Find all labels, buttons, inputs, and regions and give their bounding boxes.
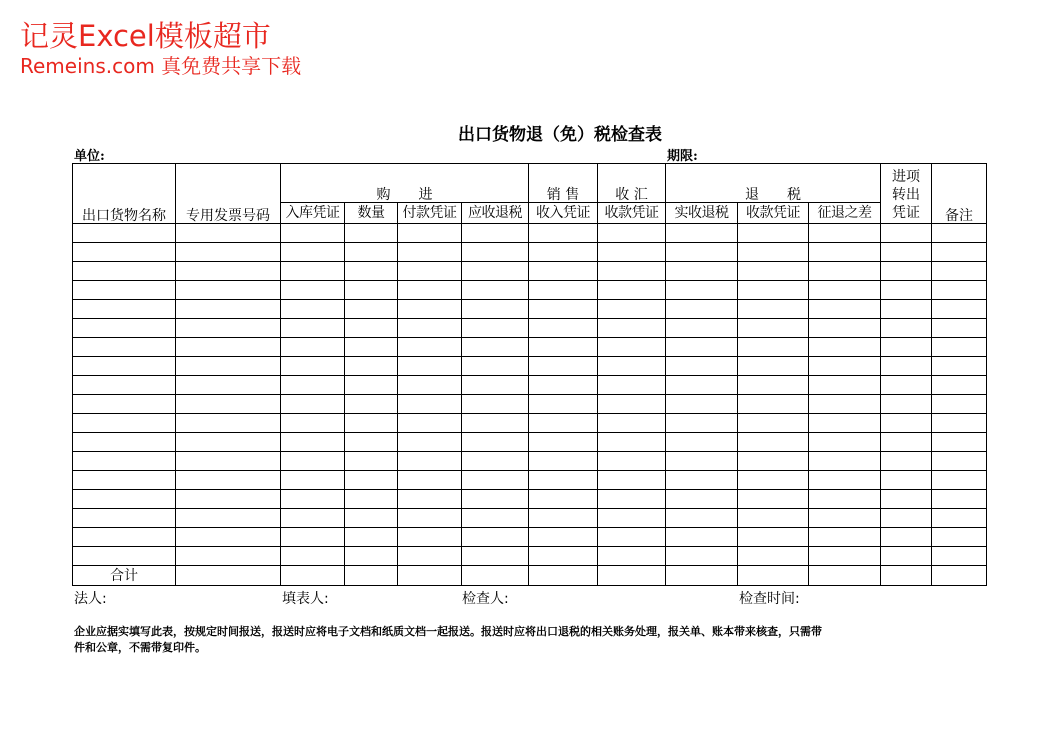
- table-cell[interactable]: [73, 243, 176, 262]
- table-cell[interactable]: [598, 338, 666, 357]
- table-cell[interactable]: [462, 471, 529, 490]
- header-income-voucher: 收入凭证: [529, 203, 598, 224]
- table-cell[interactable]: [281, 319, 345, 338]
- table-cell[interactable]: [176, 509, 281, 528]
- table-cell[interactable]: [529, 376, 598, 395]
- table-cell[interactable]: [281, 243, 345, 262]
- table-cell[interactable]: [881, 471, 932, 490]
- table-row: [73, 338, 987, 357]
- table-cell[interactable]: [598, 414, 666, 433]
- total-cell[interactable]: [281, 566, 345, 586]
- table-cell[interactable]: [529, 243, 598, 262]
- table-cell[interactable]: [738, 357, 809, 376]
- table-row: [73, 547, 987, 566]
- table-cell[interactable]: [345, 452, 398, 471]
- table-cell[interactable]: [881, 452, 932, 471]
- table-cell[interactable]: [738, 319, 809, 338]
- header-group-sales: 销 售: [529, 164, 598, 203]
- table-cell[interactable]: [932, 281, 987, 300]
- table-cell[interactable]: [529, 224, 598, 243]
- table-cell[interactable]: [738, 281, 809, 300]
- table-cell[interactable]: [932, 490, 987, 509]
- table-cell[interactable]: [809, 338, 881, 357]
- table-cell[interactable]: [666, 300, 738, 319]
- table-cell[interactable]: [73, 357, 176, 376]
- table-cell[interactable]: [598, 509, 666, 528]
- inspector-label: 检查人:: [462, 591, 509, 607]
- table-cell[interactable]: [73, 490, 176, 509]
- table-cell[interactable]: [881, 528, 932, 547]
- table-cell[interactable]: [73, 281, 176, 300]
- table-cell[interactable]: [398, 547, 462, 566]
- table-cell[interactable]: [666, 547, 738, 566]
- table-cell[interactable]: [345, 471, 398, 490]
- table-cell[interactable]: [529, 509, 598, 528]
- table-cell[interactable]: [932, 357, 987, 376]
- instruction-note-line2: 件和公章，不需带复印件。: [74, 641, 206, 654]
- header-group-forex: 收 汇: [598, 164, 666, 203]
- table-cell[interactable]: [881, 243, 932, 262]
- table-cell[interactable]: [529, 319, 598, 338]
- table-cell[interactable]: [398, 433, 462, 452]
- table-cell[interactable]: [598, 528, 666, 547]
- table-cell[interactable]: [462, 433, 529, 452]
- table-cell[interactable]: [345, 433, 398, 452]
- table-cell[interactable]: [666, 376, 738, 395]
- table-cell[interactable]: [809, 414, 881, 433]
- table-cell[interactable]: [809, 528, 881, 547]
- table-cell[interactable]: [462, 490, 529, 509]
- table-cell[interactable]: [398, 300, 462, 319]
- table-cell[interactable]: [666, 338, 738, 357]
- table-cell[interactable]: [881, 224, 932, 243]
- table-cell[interactable]: [281, 471, 345, 490]
- table-cell[interactable]: [345, 357, 398, 376]
- table-cell[interactable]: [809, 395, 881, 414]
- table-cell[interactable]: [73, 338, 176, 357]
- table-cell[interactable]: [881, 433, 932, 452]
- table-cell[interactable]: [529, 395, 598, 414]
- table-cell[interactable]: [529, 357, 598, 376]
- table-cell[interactable]: [666, 243, 738, 262]
- table-cell[interactable]: [462, 376, 529, 395]
- table-row: [73, 395, 987, 414]
- table-cell[interactable]: [598, 433, 666, 452]
- header-group-refund: 退 税: [666, 164, 881, 203]
- table-cell[interactable]: [73, 433, 176, 452]
- table-cell[interactable]: [281, 262, 345, 281]
- table-cell[interactable]: [398, 319, 462, 338]
- unit-label: 单位:: [74, 149, 105, 164]
- table-cell[interactable]: [281, 528, 345, 547]
- table-cell[interactable]: [738, 414, 809, 433]
- table-cell[interactable]: [176, 338, 281, 357]
- table-cell[interactable]: [73, 319, 176, 338]
- header-remarks: 备注: [932, 164, 987, 224]
- table-cell[interactable]: [738, 300, 809, 319]
- header-receipt-voucher: 收款凭证: [598, 203, 666, 224]
- table-cell[interactable]: [666, 509, 738, 528]
- table-cell[interactable]: [881, 547, 932, 566]
- total-cell[interactable]: [462, 566, 529, 586]
- table-cell[interactable]: [881, 262, 932, 281]
- table-cell[interactable]: [809, 319, 881, 338]
- table-cell[interactable]: [529, 433, 598, 452]
- table-cell[interactable]: [932, 471, 987, 490]
- table-cell[interactable]: [281, 357, 345, 376]
- table-cell[interactable]: [738, 376, 809, 395]
- table-cell[interactable]: [462, 224, 529, 243]
- table-cell[interactable]: [881, 509, 932, 528]
- table-cell[interactable]: [809, 471, 881, 490]
- table-cell[interactable]: [462, 281, 529, 300]
- table-cell[interactable]: [881, 357, 932, 376]
- table-cell[interactable]: [345, 490, 398, 509]
- table-cell[interactable]: [666, 395, 738, 414]
- table-cell[interactable]: [176, 395, 281, 414]
- table-cell[interactable]: [176, 471, 281, 490]
- header-receivable-refund: 应收退税: [462, 203, 529, 224]
- table-cell[interactable]: [281, 224, 345, 243]
- header-refund-receipt-voucher: 收款凭证: [738, 203, 809, 224]
- table-cell[interactable]: [932, 509, 987, 528]
- table-cell[interactable]: [176, 224, 281, 243]
- watermark-title: 记灵Excel模板超市: [20, 19, 271, 53]
- table-cell[interactable]: [738, 243, 809, 262]
- table-cell[interactable]: [738, 452, 809, 471]
- table-cell[interactable]: [462, 509, 529, 528]
- table-cell[interactable]: [73, 547, 176, 566]
- table-cell[interactable]: [809, 509, 881, 528]
- table-cell[interactable]: [598, 224, 666, 243]
- table-cell[interactable]: [462, 300, 529, 319]
- table-cell[interactable]: [529, 547, 598, 566]
- total-label: 合计: [73, 566, 176, 586]
- legal-person-label: 法人:: [74, 591, 107, 607]
- table-cell[interactable]: [809, 243, 881, 262]
- table-cell[interactable]: [666, 452, 738, 471]
- table-cell[interactable]: [345, 395, 398, 414]
- table-cell[interactable]: [666, 433, 738, 452]
- total-cell[interactable]: [529, 566, 598, 586]
- table-cell[interactable]: [73, 414, 176, 433]
- table-cell[interactable]: [345, 509, 398, 528]
- table-cell[interactable]: [529, 414, 598, 433]
- table-cell[interactable]: [529, 528, 598, 547]
- table-cell[interactable]: [462, 528, 529, 547]
- table-cell[interactable]: [598, 281, 666, 300]
- table-cell[interactable]: [176, 300, 281, 319]
- table-cell[interactable]: [73, 224, 176, 243]
- table-cell[interactable]: [881, 414, 932, 433]
- table-row: [73, 376, 987, 395]
- watermark-subtitle: Remeins.com 真免费共享下载: [20, 54, 302, 78]
- header-product-name: 出口货物名称: [73, 164, 176, 224]
- table-cell[interactable]: [738, 338, 809, 357]
- table-cell[interactable]: [462, 547, 529, 566]
- table-cell[interactable]: [666, 357, 738, 376]
- table-cell[interactable]: [345, 414, 398, 433]
- table-cell[interactable]: [809, 262, 881, 281]
- table-cell[interactable]: [529, 452, 598, 471]
- table-cell[interactable]: [176, 528, 281, 547]
- header-levy-refund-diff: 征退之差: [809, 203, 881, 224]
- table-cell[interactable]: [881, 490, 932, 509]
- table-cell[interactable]: [529, 300, 598, 319]
- table-cell[interactable]: [932, 243, 987, 262]
- table-cell[interactable]: [738, 395, 809, 414]
- table-row: [73, 528, 987, 547]
- table-cell[interactable]: [932, 319, 987, 338]
- table-cell[interactable]: [738, 528, 809, 547]
- table-cell[interactable]: [809, 281, 881, 300]
- table-cell[interactable]: [462, 357, 529, 376]
- table-cell[interactable]: [345, 224, 398, 243]
- total-cell[interactable]: [881, 566, 932, 586]
- table-cell[interactable]: [398, 395, 462, 414]
- table-cell[interactable]: [73, 300, 176, 319]
- total-row: [73, 566, 987, 586]
- table-cell[interactable]: [281, 414, 345, 433]
- table-cell[interactable]: [176, 452, 281, 471]
- period-label: 期限:: [667, 149, 698, 164]
- table-cell[interactable]: [398, 376, 462, 395]
- table-cell[interactable]: [881, 300, 932, 319]
- instruction-note: [74, 624, 994, 656]
- table-cell[interactable]: [932, 376, 987, 395]
- table-row: [73, 357, 987, 376]
- table-cell[interactable]: [398, 414, 462, 433]
- total-cell[interactable]: [809, 566, 881, 586]
- table-cell[interactable]: [176, 376, 281, 395]
- table-cell[interactable]: [881, 376, 932, 395]
- header-group-purchase: 购 进: [281, 164, 529, 203]
- table-row: [73, 471, 987, 490]
- table-cell[interactable]: [398, 452, 462, 471]
- table-cell[interactable]: [345, 376, 398, 395]
- table-row: [73, 452, 987, 471]
- table-cell[interactable]: [809, 490, 881, 509]
- table-cell[interactable]: [73, 471, 176, 490]
- table-cell[interactable]: [666, 528, 738, 547]
- table-cell[interactable]: [666, 471, 738, 490]
- table-cell[interactable]: [932, 547, 987, 566]
- table-cell[interactable]: [281, 433, 345, 452]
- filler-label: 填表人:: [282, 591, 329, 607]
- table-cell[interactable]: [398, 509, 462, 528]
- table-cell[interactable]: [176, 414, 281, 433]
- table-cell[interactable]: [462, 243, 529, 262]
- table-cell[interactable]: [598, 300, 666, 319]
- table-cell[interactable]: [176, 547, 281, 566]
- table-cell[interactable]: [462, 395, 529, 414]
- header-warehouse-voucher: 入库凭证: [281, 203, 345, 224]
- table-cell[interactable]: [281, 281, 345, 300]
- table-cell[interactable]: [598, 471, 666, 490]
- table-cell[interactable]: [666, 262, 738, 281]
- table-cell[interactable]: [932, 433, 987, 452]
- table-row: [73, 319, 987, 338]
- table-row: [73, 509, 987, 528]
- check-table: [72, 163, 987, 586]
- table-cell[interactable]: [345, 319, 398, 338]
- table-cell[interactable]: [345, 281, 398, 300]
- table-cell[interactable]: [809, 376, 881, 395]
- table-cell[interactable]: [281, 338, 345, 357]
- table-cell[interactable]: [932, 224, 987, 243]
- table-cell[interactable]: [176, 319, 281, 338]
- table-cell[interactable]: [809, 452, 881, 471]
- table-cell[interactable]: [176, 357, 281, 376]
- table-cell[interactable]: [281, 509, 345, 528]
- table-cell[interactable]: [738, 433, 809, 452]
- table-cell[interactable]: [598, 243, 666, 262]
- table-cell[interactable]: [462, 319, 529, 338]
- table-row: [73, 262, 987, 281]
- total-cell[interactable]: [345, 566, 398, 586]
- table-cell[interactable]: [398, 281, 462, 300]
- table-cell[interactable]: [398, 357, 462, 376]
- header-transfer-voucher: 进项 转出 凭证: [881, 164, 932, 224]
- table-cell[interactable]: [666, 490, 738, 509]
- table-row: [73, 300, 987, 319]
- header-payment-voucher: 付款凭证: [398, 203, 462, 224]
- table-cell[interactable]: [881, 338, 932, 357]
- table-cell[interactable]: [932, 338, 987, 357]
- table-cell[interactable]: [462, 414, 529, 433]
- table-cell[interactable]: [176, 433, 281, 452]
- table-cell[interactable]: [398, 262, 462, 281]
- table-cell[interactable]: [176, 243, 281, 262]
- table-cell[interactable]: [345, 243, 398, 262]
- table-cell[interactable]: [738, 509, 809, 528]
- table-cell[interactable]: [932, 395, 987, 414]
- table-cell[interactable]: [529, 338, 598, 357]
- table-cell[interactable]: [73, 452, 176, 471]
- table-cell[interactable]: [598, 395, 666, 414]
- total-cell[interactable]: [598, 566, 666, 586]
- table-cell[interactable]: [529, 281, 598, 300]
- table-row: [73, 490, 987, 509]
- inspect-time-label: 检查时间:: [739, 591, 800, 607]
- table-cell[interactable]: [176, 281, 281, 300]
- table-cell[interactable]: [738, 471, 809, 490]
- table-cell[interactable]: [881, 281, 932, 300]
- table-cell[interactable]: [281, 300, 345, 319]
- table-cell[interactable]: [398, 243, 462, 262]
- table-cell[interactable]: [598, 452, 666, 471]
- table-row: [73, 243, 987, 262]
- table-cell[interactable]: [281, 395, 345, 414]
- table-cell[interactable]: [345, 338, 398, 357]
- table-row: [73, 433, 987, 452]
- table-cell[interactable]: [932, 262, 987, 281]
- table-cell[interactable]: [881, 395, 932, 414]
- table-cell[interactable]: [73, 528, 176, 547]
- table-cell[interactable]: [932, 414, 987, 433]
- table-cell[interactable]: [281, 376, 345, 395]
- table-cell[interactable]: [529, 471, 598, 490]
- table-cell[interactable]: [666, 319, 738, 338]
- table-cell[interactable]: [809, 357, 881, 376]
- table-cell[interactable]: [73, 395, 176, 414]
- table-cell[interactable]: [666, 414, 738, 433]
- table-cell[interactable]: [281, 547, 345, 566]
- table-row: [73, 224, 987, 243]
- table-cell[interactable]: [598, 490, 666, 509]
- table-cell[interactable]: [176, 490, 281, 509]
- table-cell[interactable]: [73, 376, 176, 395]
- table-cell[interactable]: [809, 433, 881, 452]
- table-cell[interactable]: [738, 262, 809, 281]
- table-cell[interactable]: [666, 224, 738, 243]
- table-cell[interactable]: [738, 224, 809, 243]
- instruction-note-line1: 企业应据实填写此表，按规定时间报送，报送时应将电子文档和纸质文档一起报送。报送时应将出口退税的相关账务处理，报关单、账本带来核查，只需带: [74, 625, 822, 638]
- table-cell[interactable]: [345, 262, 398, 281]
- table-cell[interactable]: [932, 528, 987, 547]
- total-cell[interactable]: [398, 566, 462, 586]
- header-actual-refund: 实收退税: [666, 203, 738, 224]
- table-cell[interactable]: [932, 452, 987, 471]
- table-cell[interactable]: [598, 357, 666, 376]
- table-cell[interactable]: [529, 490, 598, 509]
- table-cell[interactable]: [598, 376, 666, 395]
- table-row: [73, 414, 987, 433]
- table-cell[interactable]: [529, 262, 598, 281]
- table-cell[interactable]: [666, 281, 738, 300]
- table-cell[interactable]: [398, 490, 462, 509]
- table-cell[interactable]: [809, 300, 881, 319]
- table-cell[interactable]: [738, 490, 809, 509]
- table-cell[interactable]: [176, 262, 281, 281]
- table-cell[interactable]: [398, 224, 462, 243]
- table-cell[interactable]: [462, 338, 529, 357]
- table-cell[interactable]: [345, 547, 398, 566]
- table-cell[interactable]: [281, 490, 345, 509]
- total-cell[interactable]: [932, 566, 987, 586]
- table-row: [73, 281, 987, 300]
- table-cell[interactable]: [398, 338, 462, 357]
- total-cell[interactable]: [666, 566, 738, 586]
- table-cell[interactable]: [598, 547, 666, 566]
- table-cell[interactable]: [73, 262, 176, 281]
- total-cell[interactable]: [176, 566, 281, 586]
- table-cell[interactable]: [345, 300, 398, 319]
- table-cell[interactable]: [598, 262, 666, 281]
- table-cell[interactable]: [345, 528, 398, 547]
- page-title: 出口货物退（免）税检查表: [458, 125, 662, 145]
- table-cell[interactable]: [809, 224, 881, 243]
- table-cell[interactable]: [73, 509, 176, 528]
- table-cell[interactable]: [598, 319, 666, 338]
- table-cell[interactable]: [738, 547, 809, 566]
- table-cell[interactable]: [281, 452, 345, 471]
- header-quantity: 数量: [345, 203, 398, 224]
- table-cell[interactable]: [398, 528, 462, 547]
- table-cell[interactable]: [932, 300, 987, 319]
- table-cell[interactable]: [462, 452, 529, 471]
- table-cell[interactable]: [398, 471, 462, 490]
- table-cell[interactable]: [462, 262, 529, 281]
- header-invoice-number: 专用发票号码: [176, 164, 281, 224]
- total-cell[interactable]: [738, 566, 809, 586]
- table-cell[interactable]: [881, 319, 932, 338]
- table-cell[interactable]: [809, 547, 881, 566]
